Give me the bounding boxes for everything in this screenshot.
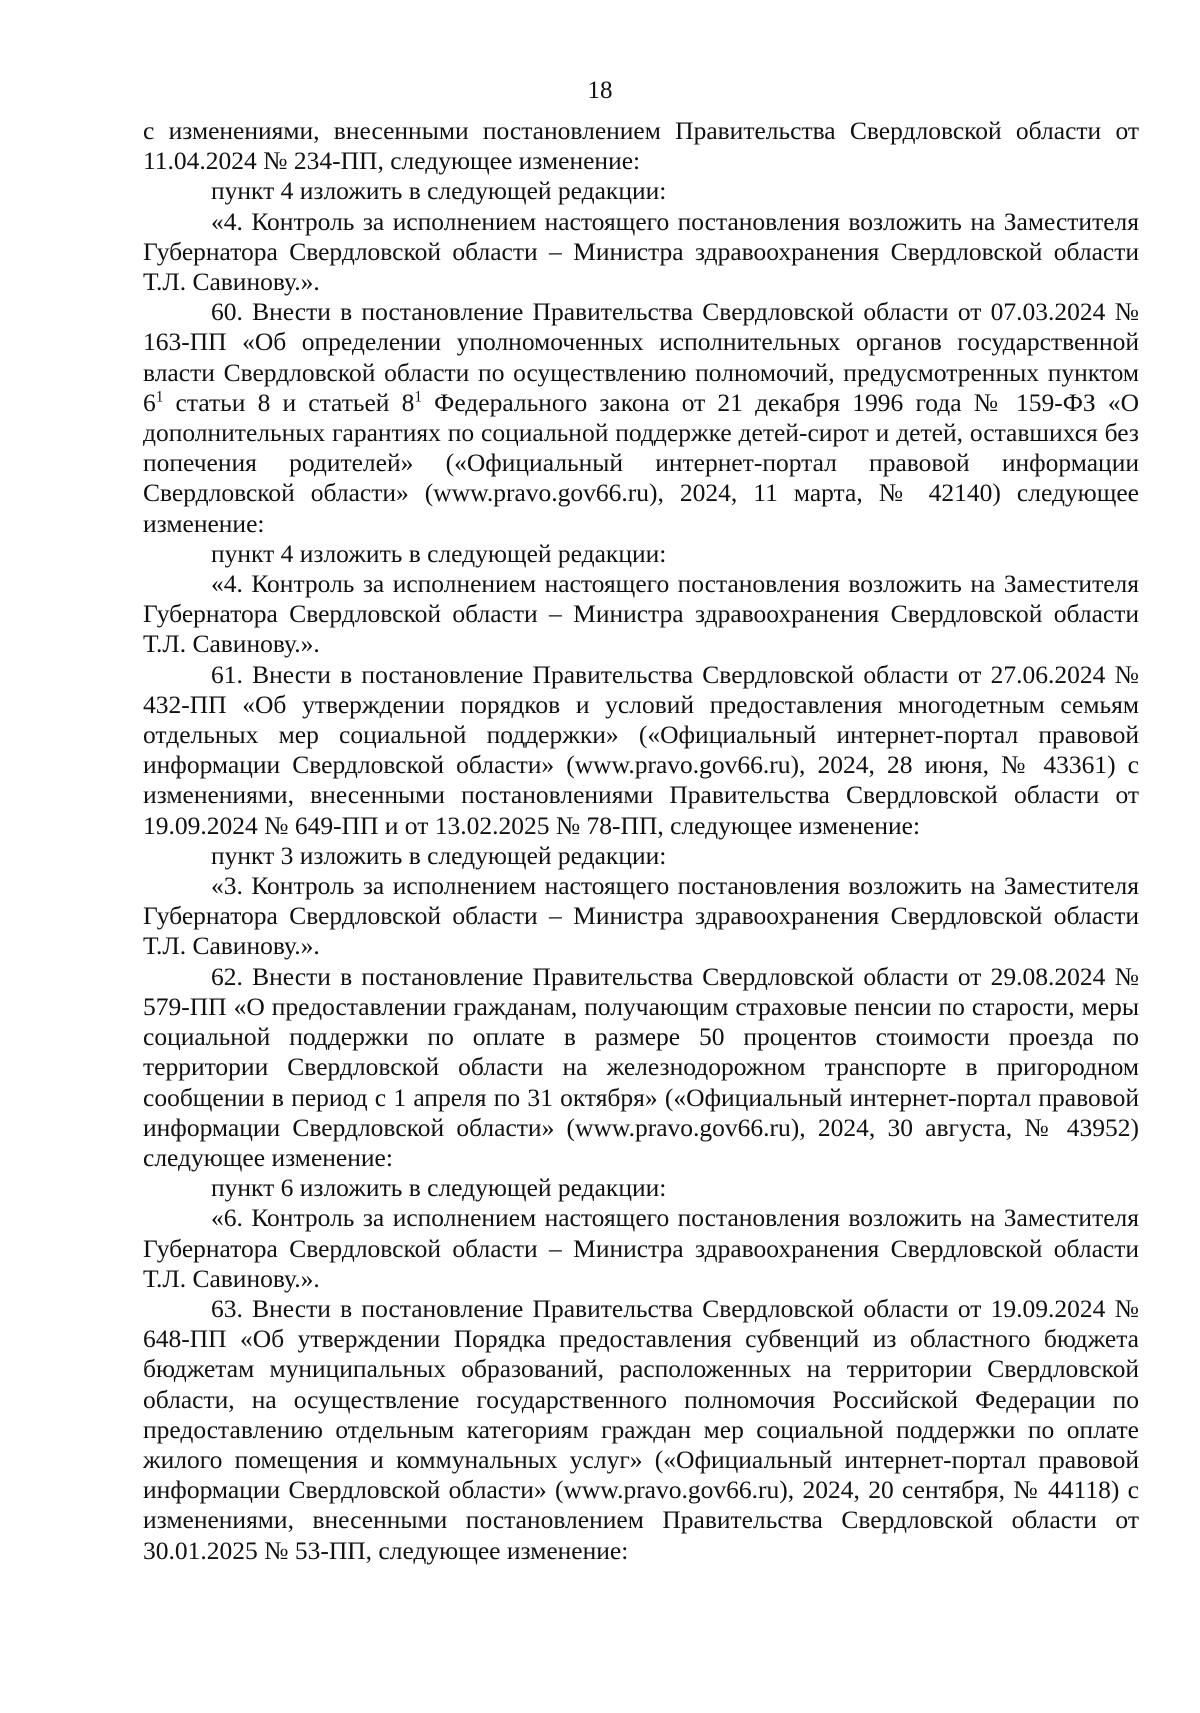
paragraph: [143, 116, 1139, 176]
paragraph: [143, 539, 1139, 569]
paragraph: [143, 962, 1139, 1173]
text-run: Федерального закона от 21 декабря 1996 года № 159-ФЗ «О дополнительных гарантиях по социальной поддержке детей-сирот и детей, оставшихся без попечения родителей» («Официальный интернет-портал правовой информации Свердловской области» (www.pravo.gov66.ru), 2024, 11 марта, № 42140) следующее изменение:: [143, 387, 1139, 538]
text-run: с изменениями, внесенными постановлением Правительства Свердловской области от 11.04.2024 № 234-ПП, следующее изменение:: [143, 116, 1139, 176]
text-run: «4. Контроль за исполнением настоящего постановления возложить на Заместителя Губернатора Свердловской области – Министра здравоохранения Свердловской области Т.Л. Савинову.».: [143, 569, 1139, 659]
paragraph: [143, 660, 1139, 841]
text-run: 63. Внести в постановление Правительства Свердловской области от 19.09.2024 № 648-ПП «Об утверждении Порядка предоставления субвенций из областного бюджета бюджетам муниципальных образований, расположенных на территории Свердловской области, на осуществление государственного полномочия Российской Федерации по предоставлению отдельным категориям граждан мер социальной поддержки по оплате жилого помещения и коммунальных услуг» («Официальный интернет-портал правовой информации Свердловской области» (www.pravo.gov66.ru), 2024, 20 сентября, № 44118) с изменениями, внесенными постановлением Правительства Свердловской области от 30.01.2025 № 53-ПП, следующее изменение:: [143, 1293, 1139, 1565]
text-run: 62. Внести в постановление Правительства Свердловской области от 29.08.2024 № 579-ПП «О предоставлении гражданам, получающим страховые пенсии по старости, меры социальной поддержки по оплате в размере 50 процентов стоимости проезда по территории Свердловской области на железнодорожном транспорте в пригородном сообщении в период с 1 апреля по 31 октября» («Официальный интернет-портал правовой информации Свердловской области» (www.pravo.gov66.ru), 2024, 30 августа, № 43952) следующее изменение:: [143, 961, 1139, 1172]
text-run: статьи 8 и статьей 8: [163, 387, 415, 417]
text-run: пункт 3 изложить в следующей редакции:: [211, 840, 667, 870]
text-run: пункт 6 изложить в следующей редакции:: [211, 1173, 667, 1203]
superscript: 1: [414, 388, 423, 406]
paragraph: [143, 871, 1139, 962]
paragraph: [143, 1203, 1139, 1294]
paragraph: [143, 176, 1139, 206]
paragraph: [143, 207, 1139, 298]
text-run: «6. Контроль за исполнением настоящего постановления возложить на Заместителя Губернатора Свердловской области – Министра здравоохранения Свердловской области Т.Л. Савинову.».: [143, 1203, 1139, 1293]
document-body: [143, 116, 1139, 1566]
text-run: 61. Внести в постановление Правительства Свердловской области от 27.06.2024 № 432-ПП «Об утверждении порядков и условий предоставления многодетным семьям отдельных мер социальной поддержки» («Официальный интернет-портал правовой информации Свердловской области» (www.pravo.gov66.ru), 2024, 28 июня, № 43361) с изменениями, внесенными постановлениями Правительства Свердловской области от 19.09.2024 № 649-ПП и от 13.02.2025 № 78-ПП, следующее изменение:: [143, 659, 1139, 840]
text-run: 60. Внести в постановление Правительства Свердловской области от 07.03.2024 № 163-ПП «Об определении уполномоченных исполнительных органов государственной власти Свердловской области по осуществлению полномочий, предусмотренных пунктом 6: [143, 297, 1139, 417]
superscript: 1: [155, 388, 164, 406]
text-run: «3. Контроль за исполнением настоящего постановления возложить на Заместителя Губернатора Свердловской области – Министра здравоохранения Свердловской области Т.Л. Савинову.».: [143, 871, 1139, 961]
text-run: пункт 4 изложить в следующей редакции:: [211, 176, 667, 206]
text-run: «4. Контроль за исполнением настоящего постановления возложить на Заместителя Губернатора Свердловской области – Министра здравоохранения Свердловской области Т.Л. Савинову.».: [143, 206, 1139, 297]
paragraph: [143, 569, 1139, 660]
paragraph: [143, 1294, 1139, 1566]
text-run: пункт 4 изложить в следующей редакции:: [211, 538, 667, 568]
paragraph: [143, 1173, 1139, 1203]
paragraph: [143, 297, 1139, 539]
paragraph: [143, 841, 1139, 871]
page-number: 18: [587, 77, 613, 104]
